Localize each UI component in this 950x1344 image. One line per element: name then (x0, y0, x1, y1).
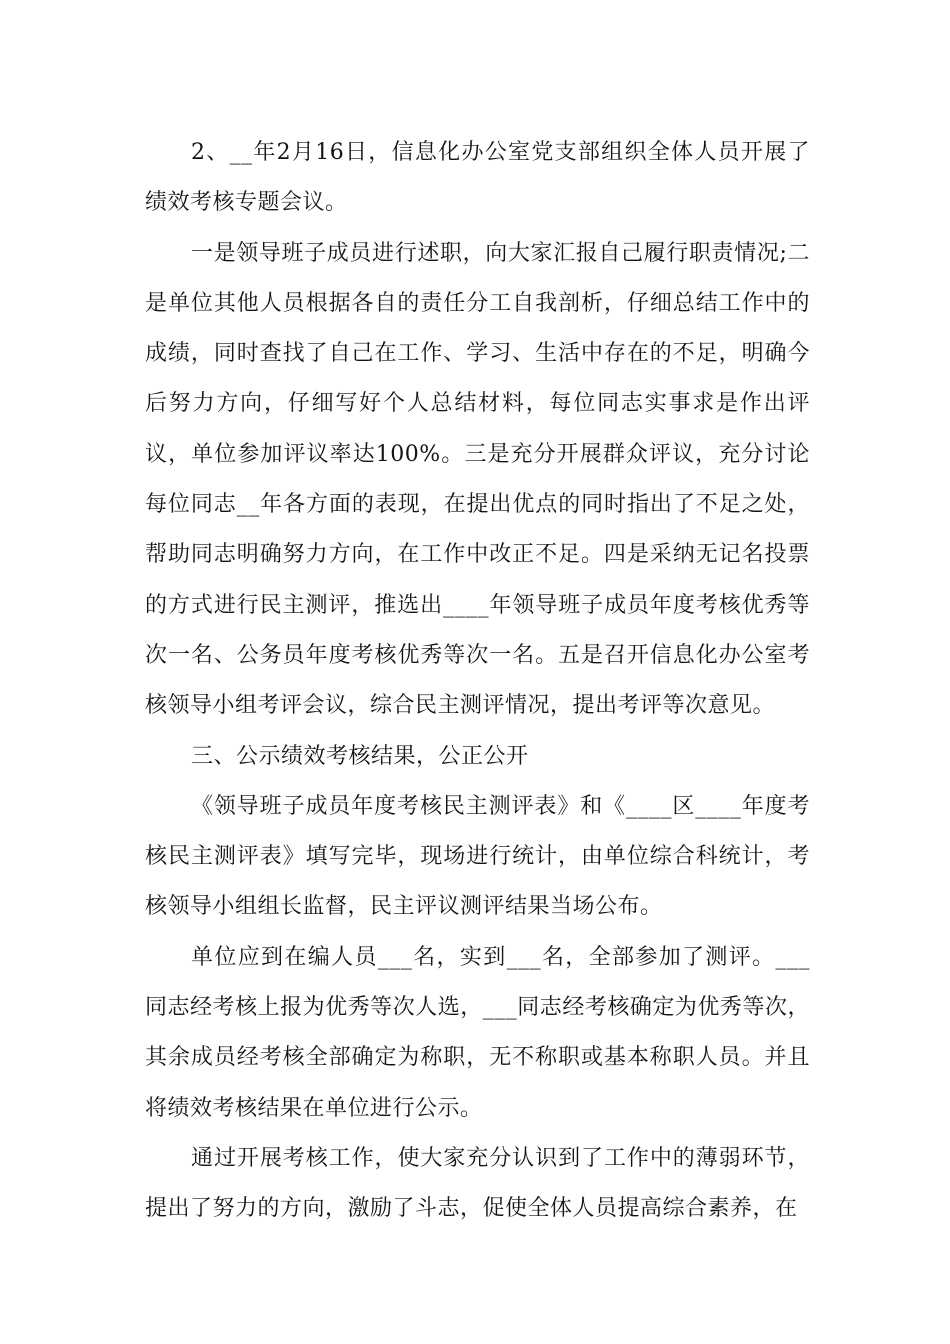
paragraph-evaluation-steps: 一是领导班子成员进行述职，向大家汇报自己履行职责情况;二是单位其他人员根据各自的责任分工自我剖析，仔细总结工作中的成绩，同时查找了自己在工作、学习、生活中存在的不足，明确今后努力方向，仔细写好个人总结材料，每位同志实事求是作出评议，单位参加评议率达100%。三是充分开展群众评议，充分讨论每位同志__年各方面的表现，在提出优点的同时指出了不足之处，帮助同志明确努力方向，在工作中改正不足。四是采纳无记名投票的方式进行民主测评，推选出____年领导班子成员年度考核优秀等次一名、公务员年度考核优秀等次一名。五是召开信息化办公室考核领导小组考评会议，综合民主测评情况，提出考评等次意见。 (145, 240, 810, 719)
paragraph-meeting-intro: 2、__年2月16日，信息化办公室党支部组织全体人员开展了绩效考核专题会议。 (145, 140, 810, 216)
paragraph-conclusion: 通过开展考核工作，使大家充分认识到了工作中的薄弱环节，提出了努力的方向，激励了斗志，促使全体人员提高综合素养，在 (145, 1145, 810, 1222)
paragraph-evaluation-forms: 《领导班子成员年度考核民主测评表》和《____区____年度考核民主测评表》填写完毕，现场进行统计，由单位综合科统计，考核领导小组组长监督，民主评议测评结果当场公布。 (145, 793, 810, 920)
section-heading-publicity: 三、公示绩效考核结果，公正公开 (191, 743, 529, 769)
paragraph-evaluation-results: 单位应到在编人员___名，实到___名，全部参加了测评。___同志经考核上报为优秀等次人选，___同志经考核确定为优秀等次，其余成员经考核全部确定为称职，无不称职或基本称职人员。并且将绩效考核结果在单位进行公示。 (145, 944, 810, 1121)
document-body (145, 128, 810, 1235)
